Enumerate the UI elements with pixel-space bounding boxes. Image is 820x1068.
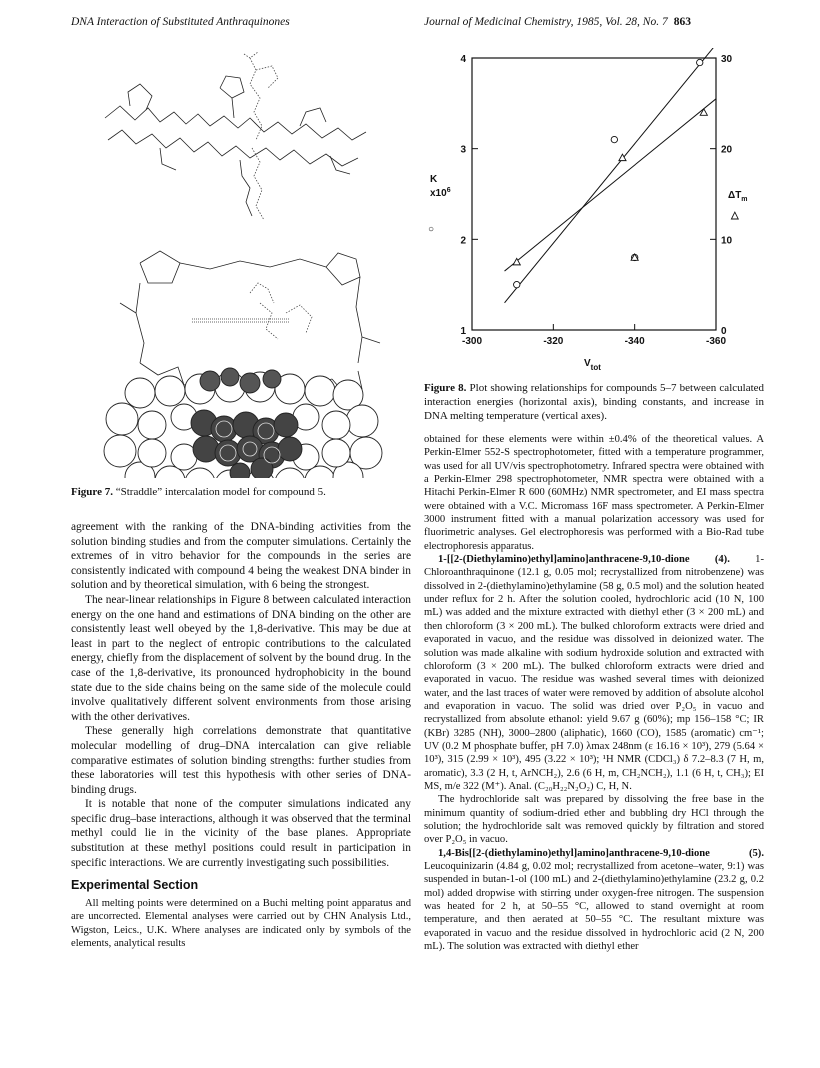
left-column [71,520,411,950]
legend-circle-symbol: ○ [428,224,435,235]
x-axis-label: $V_{tot}$ [584,358,601,372]
fit-line-left [505,48,716,303]
fit-line-right [505,99,716,271]
model-side-view [105,76,366,216]
right-paragraph-3: The hydrochloride salt was prepared by dissolving the free base in the minimum quantity of sodium-dried ether and bubbling dry HCl through the solution; the hydrochloride salt was removed quickly by filtration and stored over P₂O₅ in vacuo. [424,794,764,846]
y-right-tick-label: 20 [721,144,733,156]
figure-8-caption-text: Plot showing relationships for compounds 5–7 between calculated interaction energies (horizontal axis), binding constants, and increase in DNA melting temperature (vertical axes). [424,382,765,422]
journal-citation: Journal of Medicinal Chemistry, 1985, Vol. 28, No. 7 [424,16,668,28]
page-number: 863 [673,16,691,28]
y-left-tick-label: 1 [460,326,466,337]
drug-top-view-dotted [192,283,312,339]
figure-7-caption-text: “Straddle” intercalation model for compound 5. [115,486,326,498]
right-paragraph-1: obtained for these elements were within ±0.4% of the theoretical values. A Perkin-Elmer 552-S spectrophotometer, fitted with a temperature programmer, was used for all UV/vis spectrophotometry. Infrared spectra were obtained with a Perkin-Elmer 298 spectrophotometer, NMR spectra were obtained with a Hitachi Perkin-Elmer R 600 (60MHz) NMR spectrometer, and EI mass spectra were obtained with a V.C. Micromass 16F mass spectrometer. A Perkin-Elmer 3000 instrument fitted with a manual polarization accessory was used for fluorimetric analyses. Gel electrophoresis was performed with a Bio-Rad tube electrophoresis apparatus. [424,434,764,552]
compound-5-paragraph [424,847,764,954]
compound-5-title: 1,4-Bis[[2-(diethylamino)ethyl]amino]anthracene-9,10-dione (5). [438,847,764,859]
left-paragraph-2: The near-linear relationships in Figure 8 between calculated interaction energy on the one hand and estimations of DNA binding on the other are consistently least well obeyed by the 1,8-derivative. This may be due at least in part to the neglect of entropic contributions to the calculated energy, chiefly from the displacement of solvent by the bound drug. In the case of the 1,8-derivative, its pronounced hydrophobicity in the bound state due to the side chains being on the same side of the molecule could involve qualitatively different solvent environments from those arising with the other derivatives. [71,593,411,723]
left-paragraph-1: agreement with the ranking of the DNA-binding activities from the solution binding studies and from the computer simulations. Certainly the extremes of in vitro behavior for the compounds in the series are consistently indicated with compound 4 being the weakest DNA binder in solution and by theoretical simulation, with 6 being the strongest. [71,521,411,592]
y-right-tick-label: 0 [721,326,727,337]
drug-side-view-dotted [244,52,278,220]
y-right-label: $\Delta T_m$ [728,190,748,203]
figure-7-caption [71,486,411,500]
compound-5-text: Leucoquinizarin (4.84 g, 0.02 mol; recrystallized from acetone–water, 9:1) was suspended in butan-1-ol (100 mL) and 2-(diethylamino)ethylamine (23.2 g, 0.2 mol) added dropwise with stirring under oxygen-free nitrogen. The suspension was heated for 2 h, at 50–55 °C, allowed to stand overnight at room temperature, and then aerated at 50–55 °C. The resultant mixture was evaporated in vacuo and the residue dissolved in hydrochloric acid (2 N, 200 mL). The solution was extracted with diethyl ether [424,861,764,953]
x-tick-label: -340 [624,336,645,347]
y-left-label-scale: $x10^6$ [430,187,451,199]
legend-triangle-symbol: △ [731,210,739,221]
y-left-label: K [430,174,438,185]
y-left-tick-label: 2 [460,235,466,247]
running-header-title: DNA Interaction of Substituted Anthraquinones [71,16,290,28]
triangle-point [700,109,707,115]
x-tick-label: -320 [543,336,564,347]
figure-7-molecular-models [100,48,390,478]
compound-4-paragraph [424,553,764,793]
left-paragraph-5: All melting points were determined on a Buchi melting point apparatus and are uncorrected. Elemental analyses were carried out by CHN Analysis Ltd., Wigston, Leics., U.K. Where analyses are indicated only by symbols of the elements, analytical results [71,897,411,950]
y-left-tick-label: 4 [460,54,466,65]
model-space-filling [104,368,382,478]
y-left-axis-ticks [460,54,478,337]
figure-7-label: Figure 7. [71,486,113,498]
circle-point [697,59,703,65]
left-paragraph-4: It is notable that none of the computer simulations indicated any specific drug–base interactions, although it was observed that the terminal methyl could lie in the vicinity of the base planes. Appropriate substitution at these methyl positions could result in participation in specific interactions. We are currently investigating such possibilities. [71,798,411,869]
left-paragraph-3: These generally high correlations demonstrate that quantitative molecular modelling of drug–DNA intercalation can give reliable comparative estimates of solution binding strengths: further studies from these laboratories will test this hypothesis with other series of DNA-binding drugs. [71,725,411,796]
experimental-section-heading: Experimental Section [71,878,199,893]
circle-point [514,281,520,287]
compound-4-text: 1-Chloroanthraquinone (12.1 g, 0.05 mol; recrystallized from nitrobenzene) was dissolved in 2-(diethylamino)ethylamine (58 g, 0.5 mol) and the solution heated under reflux for 2 h. After the solution cooled, hydrochloric acid (10 N, 100 mL) was added and the mixture extracted with diethyl ether (3 × 200 mL) and then chloroform (3 × 200 mL). The bulked chloroform extracts were dried and evaporated in vacuo, and the residue was dissolved in deionized water. The solution was made alkaline with sodium hydroxide solution and extracted with chloroform (3 × 200 mL). The bulked chloroform extracts were dried and evaporated in vacuo. The residue was washed several times with deionized water, and the last traces of water were removed by addition of absolute alcohol and evaporation in vacuo. The solid was dried over P₂O₅ in vacuo and recrystallized from absolute ethanol: yield 9.67 g (60%); mp 156–158 °C; IR (KBr) 3285 (NH), 3000–2800 (aliphatic), 1660 (CO), 1585 (aromatic) cm⁻¹; UV (0.2 M phosphate buffer, pH 7.0) λmax 248nm (ε 16.16 × 10³), 279 (5.64 × 10³), 315 (2.99 × 10³), 495 (3.22 × 10³); ¹H NMR (CDCl₃) δ 7.2–8.3 (7 H, m, aromatic), 3.3 (2 H, t, ArNCH₂), 2.6 (6 H, m, CH₂NCH₂), 1.1 (6 H, t, CH₃); EI MS, m/e 322 (M⁺). Anal. (C₂₀H₂₂N₂O₂) C, H, N. [424,554,764,792]
figure-8-caption [424,382,764,423]
y-left-tick-label: 3 [460,144,466,156]
x-axis-ticks [462,324,726,347]
circle-point [611,136,617,142]
y-right-tick-label: 10 [721,235,733,247]
right-column [424,433,764,953]
running-header-journal [424,16,691,28]
figure-8-chart [424,48,764,378]
x-tick-label: -360 [705,336,727,347]
compound-4-title: 1-[[2-(Diethylamino)ethyl]amino]anthracene-9,10-dione (4). [438,554,730,566]
y-right-tick-label: 30 [721,54,733,65]
fit-lines [505,48,716,303]
x-tick-label: -300 [461,336,483,347]
figure-8-label: Figure 8. [424,382,467,394]
